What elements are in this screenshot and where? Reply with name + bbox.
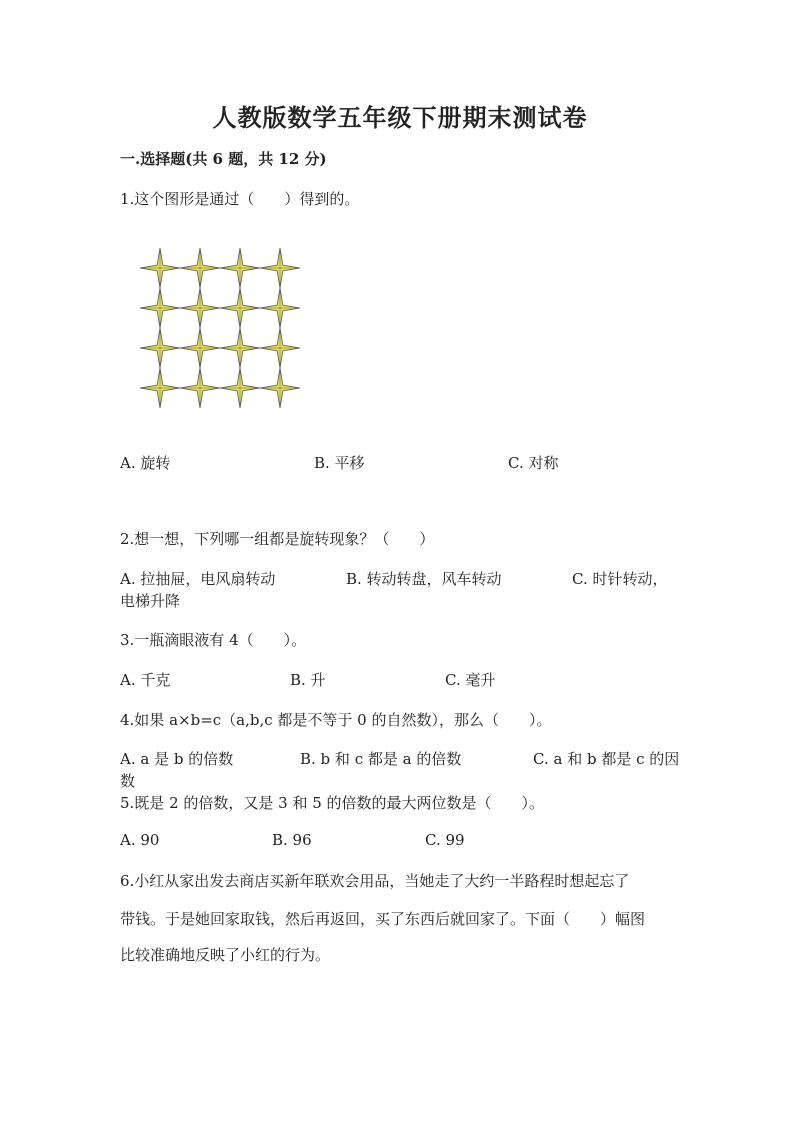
question-1-stem: 1.这个图形是通过（ ）得到的。 [120,190,360,208]
question-6-stem-line-1: 6.小红从家出发去商店买新年联欢会用品，当她走了大约一半路程时想起忘了 [120,872,630,890]
section-heading: 一.选择题(共 6 题，共 12 分) [120,150,327,168]
question-4-option-a[interactable]: A. a 是 b 的倍数 [120,750,234,768]
star-tile-pattern-icon [140,248,300,408]
question-2-option-a[interactable]: A. 拉抽屉，电风扇转动 [120,570,276,588]
question-4-stem: 4.如果 a×b=c（a,b,c 都是不等于 0 的自然数），那么（ ）。 [120,711,552,729]
question-2-stem: 2.想一想，下列哪一组都是旋转现象？（ ） [120,530,435,548]
question-4-option-c[interactable]: C. a 和 b 都是 c 的因 [533,750,680,768]
question-2-option-c-continued: 电梯升降 [120,592,181,610]
question-3-option-b[interactable]: B. 升 [290,671,326,689]
question-1-option-a[interactable]: A. 旋转 [120,454,171,472]
question-3-option-a[interactable]: A. 千克 [120,671,171,689]
question-2-option-c[interactable]: C. 时针转动， [572,570,668,588]
question-6-stem-line-3: 比较准确地反映了小红的行为。 [120,946,331,964]
question-3-stem: 3.一瓶滴眼液有 4（ ）。 [120,631,307,649]
question-4-option-c-continued: 数 [120,772,136,790]
question-4-option-b[interactable]: B. b 和 c 都是 a 的倍数 [300,750,462,768]
question-5-option-c[interactable]: C. 99 [425,831,465,849]
question-2-option-b[interactable]: B. 转动转盘，风车转动 [346,570,502,588]
question-5-stem: 5.既是 2 的倍数，又是 3 和 5 的倍数的最大两位数是（ ）。 [120,794,545,812]
question-1-option-b[interactable]: B. 平移 [314,454,365,472]
question-3-option-c[interactable]: C. 毫升 [445,671,496,689]
question-6-stem-line-2: 带钱。于是她回家取钱，然后再返回，买了东西后就回家了。下面（ ）幅图 [120,910,646,928]
question-5-option-a[interactable]: A. 90 [120,831,160,849]
page-title: 人教版数学五年级下册期末测试卷 [212,103,588,132]
question-1-option-c[interactable]: C. 对称 [508,454,559,472]
question-5-option-b[interactable]: B. 96 [272,831,312,849]
